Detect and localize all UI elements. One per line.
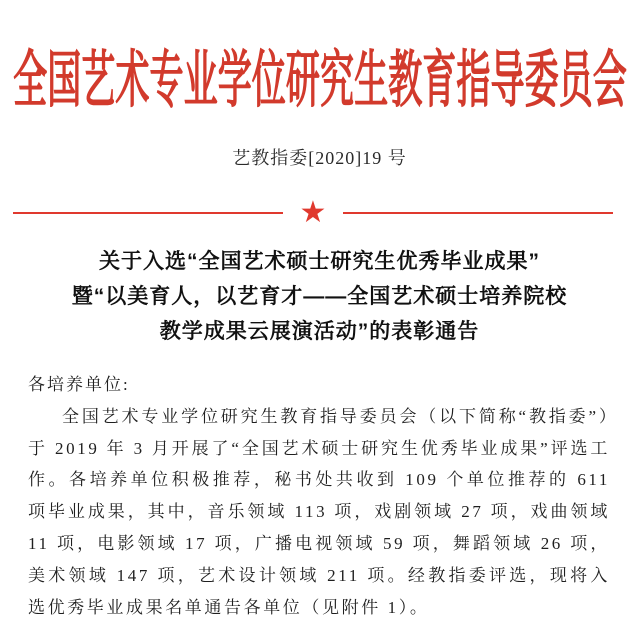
- notice-title-line-3: 教学成果云展演活动”的表彰通告: [159, 320, 480, 343]
- notice-paragraph: 全国艺术专业学位研究生教育指导委员会（以下简称“教指委”）于 2019 年 3 月开展了“全国艺术硕士研究生优秀毕业成果”评选工作。各培养单位积极推荐，秘书处共收到 109 个单位推荐的 611 项毕业成果，其中，音乐领域 113 项，戏剧领域 27 项，戏曲领域 11 项，电影领域 17 项，广播电视领域 59 项，舞蹈领域 26 项，美术领域 147 项，艺术设计领域 211 项。经教指委评选，现将入选优秀毕业成果名单通告各单位（见附件 1）。: [28, 406, 610, 617]
- document-number: 艺教指委[2020]19 号: [232, 148, 407, 168]
- letterhead: [0, 34, 639, 114]
- divider-line-left: [13, 212, 283, 214]
- notice-title: [0, 244, 639, 349]
- letterhead-divider: [0, 195, 639, 230]
- notice-title-line-2: 暨“以美育人，以艺育才——全国艺术硕士培养院校: [71, 285, 568, 308]
- organization-name: 全国艺术专业学位研究生教育指导委员会: [12, 46, 627, 114]
- salutation: 各培养单位:: [28, 375, 130, 394]
- divider-line-right: [343, 212, 613, 214]
- star-icon: ★: [299, 195, 327, 230]
- notice-body: [28, 369, 610, 617]
- notice-title-line-1: 关于入选“全国艺术硕士研究生优秀毕业成果”: [99, 250, 540, 273]
